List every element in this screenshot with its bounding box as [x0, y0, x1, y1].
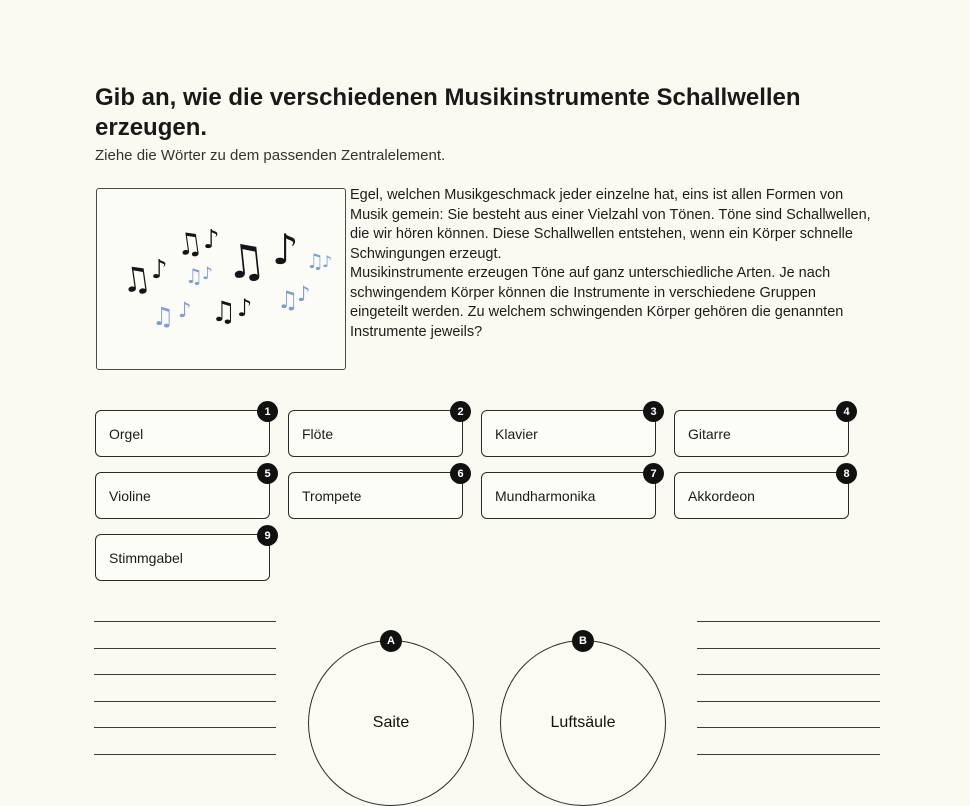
draggable-floete[interactable] — [288, 405, 464, 457]
answer-line — [697, 674, 880, 675]
draggable-words-grid — [95, 405, 850, 581]
number-badge: 7 — [643, 463, 664, 484]
draggable-akkordeon[interactable] — [674, 467, 850, 519]
number-badge: 5 — [257, 463, 278, 484]
music-note-icon: ♫ — [185, 264, 203, 288]
answer-line — [697, 701, 880, 702]
draggable-gitarre[interactable] — [674, 405, 850, 457]
word-label: Orgel — [109, 425, 144, 442]
number-badge: 3 — [643, 401, 664, 422]
number-badge: 6 — [450, 463, 471, 484]
drop-target-luftsaeule[interactable] — [500, 640, 666, 806]
answer-lines-left — [94, 621, 276, 755]
answer-line — [697, 648, 880, 649]
answer-line — [697, 727, 880, 728]
number-badge: 1 — [257, 401, 278, 422]
answer-line — [697, 754, 880, 755]
music-note-icon: ♪ — [297, 282, 311, 306]
answer-line — [94, 754, 276, 755]
music-note-icon: ♪ — [322, 252, 333, 271]
task-instruction: Ziehe die Wörter zu dem passenden Zentralelement. — [95, 147, 446, 164]
draggable-orgel[interactable] — [95, 405, 271, 457]
music-note-icon: ♫ — [152, 302, 175, 331]
target-label: Luftsäule — [550, 714, 616, 731]
word-label: Stimmgabel — [109, 549, 183, 566]
music-note-icon: ♪ — [237, 294, 253, 322]
answer-line — [94, 621, 276, 622]
letter-badge-b: B — [572, 630, 594, 652]
word-label: Flöte — [302, 425, 334, 442]
music-note-icon: ♫ — [211, 295, 237, 328]
number-badge: 4 — [836, 401, 857, 422]
word-label: Trompete — [302, 487, 362, 504]
answer-line — [697, 621, 880, 622]
music-note-icon: ♫ — [118, 258, 155, 302]
music-note-icon: ♪ — [151, 255, 168, 285]
draggable-trompete[interactable] — [288, 467, 464, 519]
number-badge: 8 — [836, 463, 857, 484]
answer-line — [94, 674, 276, 675]
draggable-violine[interactable] — [95, 467, 271, 519]
music-note-icon: ♫ — [277, 286, 299, 314]
letter-badge-a: A — [380, 630, 402, 652]
draggable-stimmgabel[interactable] — [95, 529, 271, 581]
intro-text — [350, 186, 877, 342]
answer-line — [94, 701, 276, 702]
number-badge: 2 — [450, 401, 471, 422]
word-label: Mundharmonika — [495, 487, 596, 504]
number-badge: 9 — [257, 525, 278, 546]
answer-line — [94, 727, 276, 728]
intro-paragraph-2: Musikinstrumente erzeugen Töne auf ganz unterschiedliche Arten. Je nach schwingendem Körper können die Instrumente in verschiedene Gruppen eingeteilt werden. Zu welchem schwingenden Körper gehören die genannten Instrumente jeweils? — [350, 265, 844, 340]
page-title: Gib an, wie die verschiedenen Musikinstrumente Schallwellen erzeugen. — [95, 84, 801, 141]
answer-line — [94, 648, 276, 649]
music-note-icon: ♫ — [173, 225, 206, 264]
music-notes-image — [96, 188, 346, 370]
draggable-mundharmonika[interactable] — [481, 467, 657, 519]
drop-target-saite[interactable] — [308, 640, 474, 806]
word-label: Klavier — [495, 425, 538, 442]
intro-paragraph-1: Egel, welchen Musikgeschmack jeder einzelne hat, eins ist allen Formen von Musik gemein: Sie besteht aus einer Vielzahl von Tönen. Töne sind Schallwellen, die wir hören können. Diese Schallwellen entstehen, wenn ein Körper schnelle Schwingungen erzeugt. — [350, 187, 871, 262]
word-label: Violine — [109, 487, 151, 504]
music-note-icon: ♫ — [306, 249, 324, 273]
music-note-icon: ♪ — [203, 225, 220, 255]
music-note-icon: ♫ — [222, 231, 269, 291]
draggable-klavier[interactable] — [481, 405, 657, 457]
music-note-icon: ♪ — [272, 225, 299, 274]
music-note-icon: ♪ — [202, 264, 213, 284]
target-label: Saite — [372, 714, 410, 731]
word-label: Akkordeon — [688, 487, 755, 504]
music-note-icon: ♪ — [178, 298, 192, 322]
word-label: Gitarre — [688, 425, 731, 442]
answer-lines-right — [697, 621, 880, 755]
